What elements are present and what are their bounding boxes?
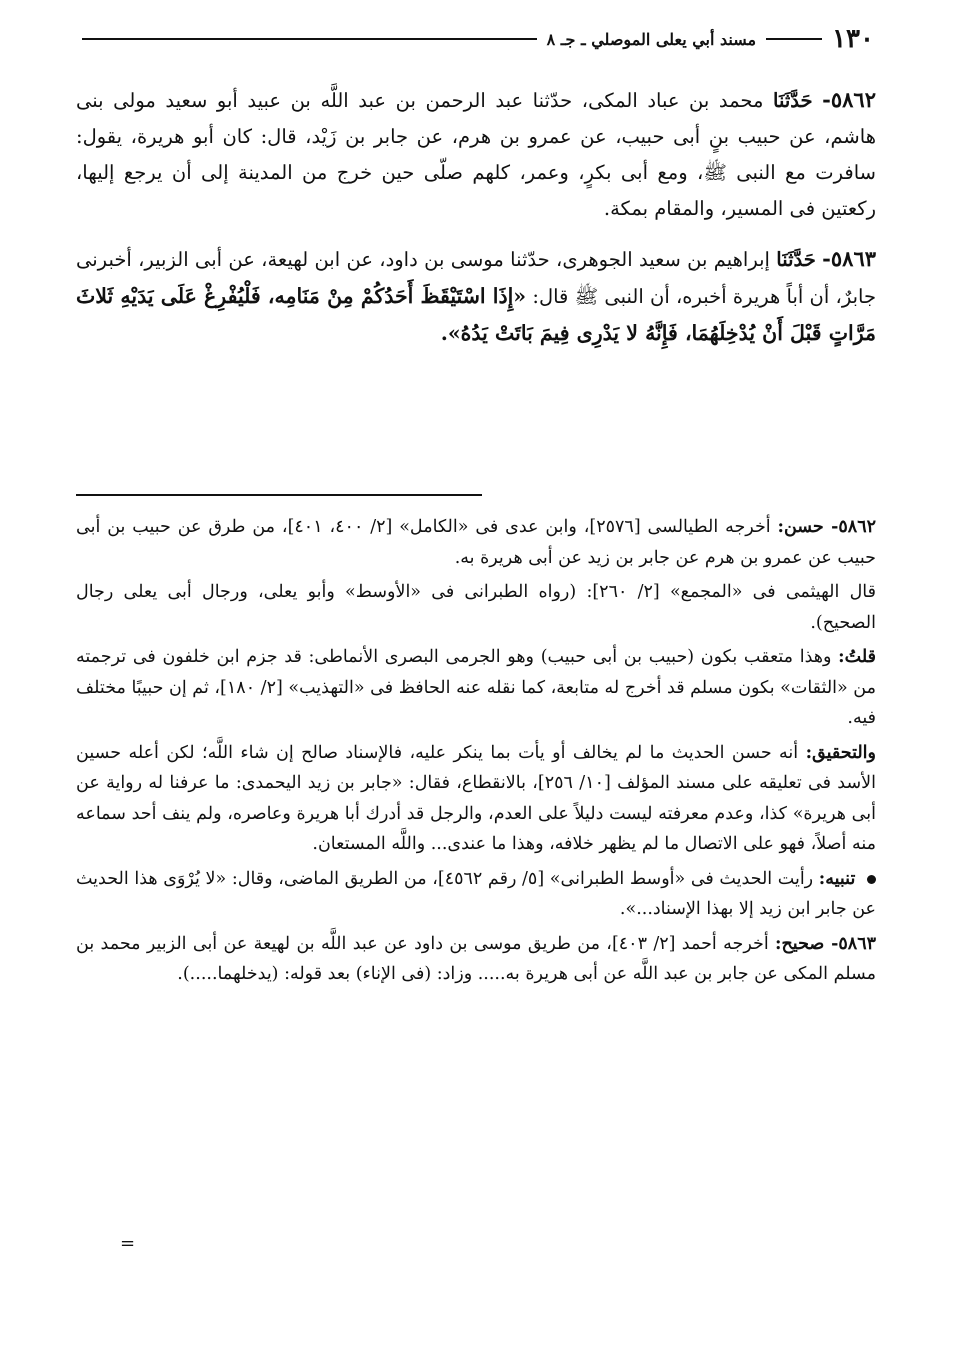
footnote [76,577,876,638]
continuation-mark: = [120,1233,136,1254]
footnote-lead: ٥٨٦٢- حسن: [777,517,877,537]
footnote [76,512,876,573]
footnote-tanbih [76,864,876,925]
hadith-5862 [76,82,876,227]
footnote-text: أنه حسن الحديث ما لم يخالف أو يأت بما ينكر عليه، فالإسناد صالح إن شاء اللَّه؛ لكن أعله حسين الأسد فى تعليقه على مسند المؤلف [١٠/ ٢٥٦]، بالانقطاع، فقال: «جابر بن زيد اليحمدى: ما عرفنا له رواية عن أبى هريرة» كذا، وعدم معرفته ليست دليلاً على العدم، والرجل قد أدرك أبا هريرة وعاصره، ولم ينف أحد سماعه منه أصلاً، فهو على الاتصال ما لم يظهر خلافه، وهذا ما عندى... واللَّه المستعان. [76,742,876,854]
prophet-words: «إِذَا اسْتَيْقَظَ أَحَدُكُمْ مِنْ مَنَامِه، فَلْيُفْرِغْ عَلَى يَدَيْهِ ثَلاثَ مَرَّاتٍ قَبْلَ أَنْ يُدْخِلَهُمَا، فَإِنَّهُ لا يَدْرِى فِيمَ بَاتَتْ يَدُهُ». [76,284,876,345]
hadith-text: محمد بن عباد المكى، حدّثنا عبد الرحمن بن عبد اللَّه بن عبيد أبو سعيد مولى بنى هاشم، عن حبيب بنٍ أبى حبيب، عن عمرو بن هرم، عن جابر بن زَيْد، قال: كان أبو هريرة، يقول: سافرت مع النبى ﷺ، ومع أبى بكرٍ، وعمر، كلهم صلّى حين خرج من المدينة إلى أن يرجع إليها، ركعتين فى المسير، والمقام بمكة. [76,89,876,220]
footnote [76,642,876,734]
hadith-text: إبراهيم بن سعيد الجوهرى، حدّثنا موسى بن داود، عن ابن لهيعة، عن أبى الزبير، أخبرنى جابرٌ، أن أباً هريرة أخبره، أن النبى ﷺ قال: [76,248,877,308]
footnote-text: قال الهيثمى فى «المجمع» [٢/ ٢٦٠]: (رواه الطبرانى فى «الأوسط» وأبو يعلى، ورجال أبى يعلى رجال الصحيح). [76,582,876,633]
footnote-lead: ٥٨٦٣- صحيح: [775,933,876,954]
page-number: ١٣٠ [832,24,874,54]
footnote [76,738,876,860]
main-text [76,82,876,366]
footnote-lead: تنبيه: [818,868,856,889]
running-title: مسند أبي يعلى الموصلي ـ جـ ٨ [546,29,757,49]
footnote-lead: والتحقيق: [805,742,876,763]
haddathana: حَدَّثَنَا [776,248,816,271]
hadith-number: ٥٨٦٢- [822,87,876,112]
hadith-5863 [76,241,876,352]
haddathana: حَدَّثَنَا [773,89,813,112]
header-rule [82,38,537,40]
footnote-text: أخرجه أحمد [٢/ ٤٠٣]، من طريق موسى بن داود عن عبد اللَّه بن لهيعة عن أبى الزبير محمد بن مسلم المكى عن جابر بن عبد اللَّه عن أبى هريرة به..... وزاد: (فى الإناء) بعد قوله: (يدخلهما.....). [76,933,876,984]
footnote-separator [76,494,482,496]
bullet-icon [867,875,876,884]
footnote-lead: قلتُ: [838,647,876,667]
footnotes [76,512,876,994]
footnote-text: وهذا متعقب بكون (حبيب بن أبى حبيب) وهو الجرمى البصرى الأنماطى: قد جزم ابن خلفون فى ترجمته من «الثقات» بكون مسلم قد أخرج له متابعة، كما نقله عنه الحافظ فى «التهذيب» [٢/ ١٨٠]، ثم إن حبيبًا مختلف فيه. [76,647,876,728]
header-rule [766,38,822,40]
footnote-text: رأيت الحديث فى «أوسط الطبرانى» [٥/ رقم ٤٥٦٢]، من الطريق الماضى، وقال: «لا يُرْوَى هذا الحديث عن جابر ابن زيد إلا بهذا الإسناد...». [76,868,876,919]
footnote [76,929,876,990]
footnote-text: أخرجه الطيالسى [٢٥٧٦]، وابن عدى فى «الكامل» [٢/ ٤٠٠، ٤٠١]، من طرق عن حبيب بن أبى حبيب عن عمرو بن هرم عن جابر بن زيد عن أبى هريرة به. [76,517,876,568]
hadith-number: ٥٨٦٣- [822,246,877,271]
running-head [72,22,874,56]
